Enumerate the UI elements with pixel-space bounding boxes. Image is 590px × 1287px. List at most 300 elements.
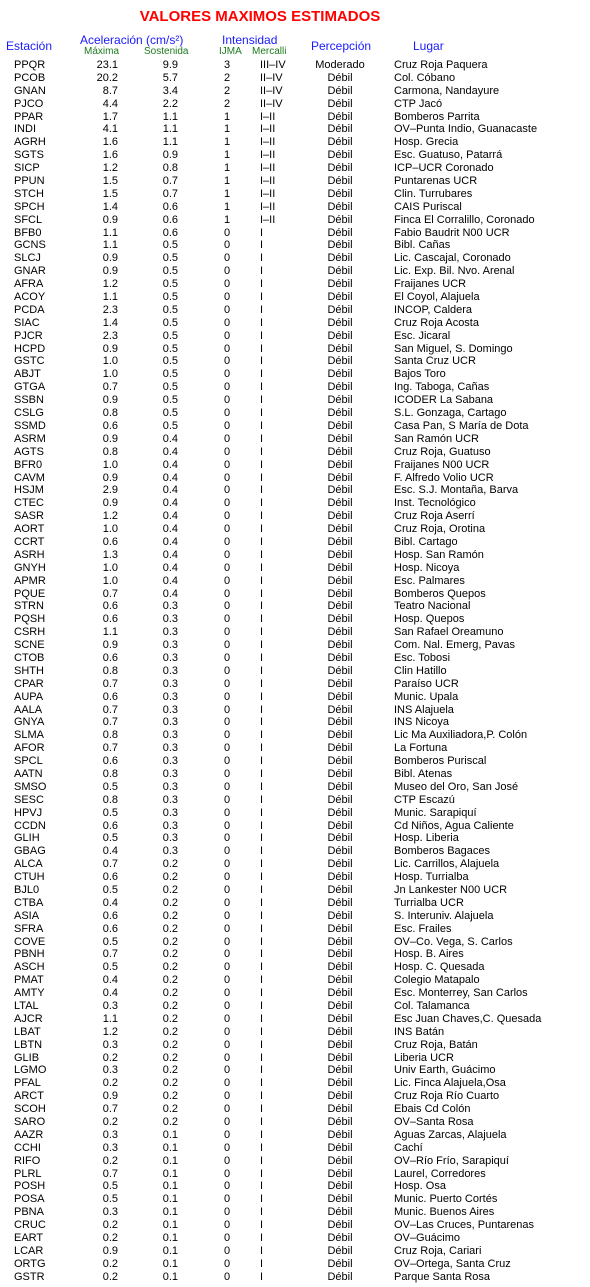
ijma-cell: 1 bbox=[223, 110, 231, 123]
perception-cell: Débil bbox=[327, 445, 353, 458]
station-cell: POSH bbox=[14, 1180, 46, 1193]
place-cell: Museo del Oro, San José bbox=[394, 780, 519, 793]
max-accel-cell: 0.2 bbox=[102, 1051, 118, 1064]
perception-cell: Débil bbox=[327, 1257, 353, 1270]
station-cell: AAZR bbox=[14, 1128, 44, 1141]
table-row bbox=[0, 575, 590, 588]
max-accel-cell: 1.7 bbox=[102, 110, 118, 123]
perception-cell: Débil bbox=[327, 613, 353, 626]
ijma-cell: 0 bbox=[223, 742, 231, 755]
table-row bbox=[0, 355, 590, 368]
max-accel-cell: 0.8 bbox=[102, 793, 118, 806]
perception-cell: Débil bbox=[327, 175, 353, 188]
perception-cell: Débil bbox=[327, 1244, 353, 1257]
sustained-accel-cell: 0.2 bbox=[162, 1064, 178, 1077]
max-accel-cell: 0.6 bbox=[102, 613, 118, 626]
place-cell: Esc. Guatuso, Patarrá bbox=[394, 149, 503, 162]
sustained-accel-cell: 0.4 bbox=[162, 574, 178, 587]
max-accel-cell: 0.2 bbox=[102, 1257, 118, 1270]
sustained-accel-cell: 0.3 bbox=[162, 780, 178, 793]
place-cell: Esc. Frailes bbox=[394, 922, 452, 935]
station-cell: RIFO bbox=[14, 1154, 41, 1167]
place-cell: Hosp. C. Quesada bbox=[394, 961, 485, 974]
mercalli-cell: I bbox=[260, 381, 264, 394]
place-cell: S.L. Gonzaga, Cartago bbox=[394, 407, 507, 420]
ijma-cell: 2 bbox=[223, 71, 231, 84]
mercalli-cell: I bbox=[260, 407, 264, 420]
sustained-accel-cell: 0.3 bbox=[162, 639, 178, 652]
max-accel-cell: 20.2 bbox=[96, 71, 118, 84]
sustained-accel-cell: 0.2 bbox=[162, 1038, 178, 1051]
station-cell: CAVM bbox=[14, 471, 45, 484]
mercalli-cell: I bbox=[260, 755, 264, 768]
table-row bbox=[0, 1193, 590, 1206]
place-cell: F. Alfredo Volio UCR bbox=[394, 471, 494, 484]
max-accel-cell: 1.3 bbox=[102, 548, 118, 561]
max-accel-cell: 0.8 bbox=[102, 407, 118, 420]
max-accel-cell: 0.9 bbox=[102, 639, 118, 652]
table-row bbox=[0, 1039, 590, 1052]
perception-cell: Débil bbox=[327, 149, 353, 162]
perception-cell: Débil bbox=[327, 1141, 353, 1154]
perception-cell: Moderado bbox=[315, 59, 365, 71]
ijma-cell: 0 bbox=[223, 1167, 231, 1180]
mercalli-cell: I bbox=[260, 523, 264, 536]
perception-cell: Débil bbox=[327, 858, 353, 871]
sustained-accel-cell: 0.5 bbox=[162, 342, 178, 355]
perception-cell: Débil bbox=[327, 1000, 353, 1013]
ijma-cell: 0 bbox=[223, 1128, 231, 1141]
sustained-accel-cell: 0.6 bbox=[162, 213, 178, 226]
sustained-accel-cell: 0.3 bbox=[162, 626, 178, 639]
mercalli-cell: I bbox=[260, 677, 264, 690]
station-cell: SESC bbox=[14, 793, 44, 806]
header-sostenida: Sostenida bbox=[144, 46, 189, 57]
station-cell: ABJT bbox=[14, 368, 41, 381]
station-cell: CCHI bbox=[14, 1141, 41, 1154]
sustained-accel-cell: 9.9 bbox=[162, 59, 178, 71]
sustained-accel-cell: 0.2 bbox=[162, 948, 178, 961]
mercalli-cell: I bbox=[260, 1077, 264, 1090]
ijma-cell: 0 bbox=[223, 922, 231, 935]
station-cell: AATN bbox=[14, 767, 43, 780]
place-cell: OV–Santa Rosa bbox=[394, 1116, 474, 1129]
mercalli-cell: I bbox=[260, 342, 264, 355]
station-cell: SICP bbox=[14, 162, 40, 175]
station-cell: AFOR bbox=[14, 742, 45, 755]
sustained-accel-cell: 0.3 bbox=[162, 613, 178, 626]
perception-cell: Débil bbox=[327, 316, 353, 329]
mercalli-cell: I bbox=[260, 303, 264, 316]
mercalli-cell: I bbox=[260, 729, 264, 742]
place-cell: Cruz Roja Aserrí bbox=[394, 510, 475, 523]
ijma-cell: 0 bbox=[223, 677, 231, 690]
station-cell: SLCJ bbox=[14, 252, 41, 265]
max-accel-cell: 0.2 bbox=[102, 1154, 118, 1167]
max-accel-cell: 0.3 bbox=[102, 1000, 118, 1013]
ijma-cell: 0 bbox=[223, 239, 231, 252]
max-accel-cell: 1.1 bbox=[102, 1012, 118, 1025]
place-cell: Esc. Jicaral bbox=[394, 329, 451, 342]
ijma-cell: 0 bbox=[223, 703, 231, 716]
perception-cell: Débil bbox=[327, 187, 353, 200]
table-row bbox=[0, 845, 590, 858]
place-cell: San Ramón UCR bbox=[394, 432, 479, 445]
max-accel-cell: 0.9 bbox=[102, 1090, 118, 1103]
max-accel-cell: 1.2 bbox=[102, 278, 118, 291]
mercalli-cell: I bbox=[260, 1128, 264, 1141]
max-accel-cell: 0.9 bbox=[102, 252, 118, 265]
ijma-cell: 0 bbox=[223, 664, 231, 677]
sustained-accel-cell: 0.1 bbox=[162, 1257, 178, 1270]
perception-cell: Débil bbox=[327, 265, 353, 278]
sustained-accel-cell: 0.3 bbox=[162, 819, 178, 832]
table-row bbox=[0, 1142, 590, 1155]
place-cell: Esc. Palmares bbox=[394, 574, 465, 587]
max-accel-cell: 1.1 bbox=[102, 626, 118, 639]
sustained-accel-cell: 0.2 bbox=[162, 1000, 178, 1013]
perception-cell: Débil bbox=[327, 123, 353, 136]
ijma-cell: 1 bbox=[223, 136, 231, 149]
place-cell: Bomberos Quepos bbox=[394, 587, 486, 600]
place-cell: Ebais Cd Colón bbox=[394, 1103, 471, 1116]
header-mercalli: Mercalli bbox=[252, 46, 287, 57]
ijma-cell: 0 bbox=[223, 909, 231, 922]
table-row bbox=[0, 1077, 590, 1090]
max-accel-cell: 0.7 bbox=[102, 858, 118, 871]
table-row bbox=[0, 446, 590, 459]
max-accel-cell: 0.7 bbox=[102, 703, 118, 716]
perception-cell: Débil bbox=[327, 84, 353, 97]
sustained-accel-cell: 0.2 bbox=[162, 1090, 178, 1103]
ijma-cell: 0 bbox=[223, 1193, 231, 1206]
station-cell: INDI bbox=[14, 123, 36, 136]
max-accel-cell: 1.1 bbox=[102, 291, 118, 304]
max-accel-cell: 0.2 bbox=[102, 1077, 118, 1090]
station-cell: GTGA bbox=[14, 381, 46, 394]
station-cell: PPQR bbox=[14, 59, 46, 71]
ijma-cell: 0 bbox=[223, 432, 231, 445]
station-cell: SCOH bbox=[14, 1103, 46, 1116]
place-cell: Bajos Toro bbox=[394, 368, 446, 381]
sustained-accel-cell: 0.3 bbox=[162, 742, 178, 755]
station-cell: GCNS bbox=[14, 239, 46, 252]
perception-cell: Débil bbox=[327, 755, 353, 768]
table-row bbox=[0, 742, 590, 755]
place-cell: San Rafael Oreamuno bbox=[394, 626, 504, 639]
ijma-cell: 0 bbox=[223, 1025, 231, 1038]
station-cell: BFR0 bbox=[14, 458, 43, 471]
ijma-cell: 1 bbox=[223, 149, 231, 162]
ijma-cell: 0 bbox=[223, 291, 231, 304]
sustained-accel-cell: 0.2 bbox=[162, 1025, 178, 1038]
station-cell: PCDA bbox=[14, 303, 45, 316]
header-lugar: Lugar bbox=[413, 39, 444, 53]
max-accel-cell: 0.7 bbox=[102, 948, 118, 961]
ijma-cell: 0 bbox=[223, 613, 231, 626]
ijma-cell: 0 bbox=[223, 780, 231, 793]
station-cell: SPCL bbox=[14, 755, 43, 768]
table-row bbox=[0, 910, 590, 923]
ijma-cell: 0 bbox=[223, 342, 231, 355]
mercalli-cell: I bbox=[260, 1219, 264, 1232]
mercalli-cell: I bbox=[260, 948, 264, 961]
ijma-cell: 0 bbox=[223, 561, 231, 574]
sustained-accel-cell: 0.2 bbox=[162, 1116, 178, 1129]
place-cell: Cruz Roja Río Cuarto bbox=[394, 1090, 500, 1103]
place-cell: Fraijanes UCR bbox=[394, 278, 467, 291]
mercalli-cell: I bbox=[260, 858, 264, 871]
ijma-cell: 0 bbox=[223, 1064, 231, 1077]
max-accel-cell: 0.8 bbox=[102, 664, 118, 677]
table-row bbox=[0, 1168, 590, 1181]
mercalli-cell: I bbox=[260, 742, 264, 755]
max-accel-cell: 0.3 bbox=[102, 1064, 118, 1077]
table-row bbox=[0, 472, 590, 485]
mercalli-cell: I bbox=[260, 1232, 264, 1245]
station-cell: GSTR bbox=[14, 1270, 45, 1283]
table-row bbox=[0, 252, 590, 265]
table-row bbox=[0, 1064, 590, 1077]
header-aceleracion: Aceleración (cm/s²) bbox=[80, 33, 184, 47]
perception-cell: Débil bbox=[327, 1025, 353, 1038]
mercalli-cell: II–IV bbox=[260, 97, 283, 110]
perception-cell: Débil bbox=[327, 832, 353, 845]
max-accel-cell: 0.2 bbox=[102, 1270, 118, 1283]
ijma-cell: 0 bbox=[223, 639, 231, 652]
ijma-cell: 0 bbox=[223, 871, 231, 884]
place-cell: CTP Escazú bbox=[394, 793, 455, 806]
perception-cell: Débil bbox=[327, 600, 353, 613]
max-accel-cell: 1.2 bbox=[102, 510, 118, 523]
place-cell: Fabio Baudrit N00 UCR bbox=[394, 226, 510, 239]
mercalli-cell: I bbox=[260, 1051, 264, 1064]
place-cell: Bibl. Cartago bbox=[394, 535, 458, 548]
max-accel-cell: 0.9 bbox=[102, 394, 118, 407]
perception-cell: Débil bbox=[327, 1219, 353, 1232]
station-cell: GNYH bbox=[14, 561, 46, 574]
place-cell: ICP–UCR Coronado bbox=[394, 162, 494, 175]
mercalli-cell: I bbox=[260, 239, 264, 252]
mercalli-cell: I bbox=[260, 265, 264, 278]
perception-cell: Débil bbox=[327, 252, 353, 265]
place-cell: Lic. Exp. Bil. Nvo. Arenal bbox=[394, 265, 515, 278]
place-cell: INS Alajuela bbox=[394, 703, 454, 716]
sustained-accel-cell: 0.4 bbox=[162, 458, 178, 471]
mercalli-cell: I–II bbox=[260, 175, 276, 188]
place-cell: Cachí bbox=[394, 1141, 423, 1154]
station-cell: PCOB bbox=[14, 71, 46, 84]
sustained-accel-cell: 0.1 bbox=[162, 1232, 178, 1245]
station-cell: PBNH bbox=[14, 948, 45, 961]
ijma-cell: 0 bbox=[223, 226, 231, 239]
perception-cell: Débil bbox=[327, 1232, 353, 1245]
sustained-accel-cell: 0.4 bbox=[162, 432, 178, 445]
mercalli-cell: I bbox=[260, 703, 264, 716]
perception-cell: Débil bbox=[327, 677, 353, 690]
max-accel-cell: 1.2 bbox=[102, 1025, 118, 1038]
max-accel-cell: 0.2 bbox=[102, 1219, 118, 1232]
table-row bbox=[0, 85, 590, 98]
place-cell: S. Interuniv. Alajuela bbox=[394, 909, 494, 922]
station-cell: BFB0 bbox=[14, 226, 42, 239]
table-row bbox=[0, 459, 590, 472]
ijma-cell: 0 bbox=[223, 961, 231, 974]
ijma-cell: 0 bbox=[223, 884, 231, 896]
ijma-cell: 1 bbox=[223, 162, 231, 175]
ijma-cell: 0 bbox=[223, 729, 231, 742]
place-cell: Bomberos Puriscal bbox=[394, 755, 487, 768]
max-accel-cell: 0.5 bbox=[102, 780, 118, 793]
ijma-cell: 0 bbox=[223, 587, 231, 600]
max-accel-cell: 1.0 bbox=[102, 458, 118, 471]
sustained-accel-cell: 0.3 bbox=[162, 716, 178, 729]
ijma-cell: 0 bbox=[223, 690, 231, 703]
table-row bbox=[0, 72, 590, 85]
ijma-cell: 0 bbox=[223, 806, 231, 819]
sustained-accel-cell: 0.4 bbox=[162, 445, 178, 458]
place-cell: Bibl. Atenas bbox=[394, 767, 453, 780]
ijma-cell: 0 bbox=[223, 600, 231, 613]
sustained-accel-cell: 0.2 bbox=[162, 935, 178, 948]
perception-cell: Débil bbox=[327, 871, 353, 884]
max-accel-cell: 0.4 bbox=[102, 974, 118, 987]
ijma-cell: 0 bbox=[223, 355, 231, 368]
station-cell: AGTS bbox=[14, 445, 44, 458]
perception-cell: Débil bbox=[327, 1167, 353, 1180]
max-accel-cell: 2.3 bbox=[102, 303, 118, 316]
place-cell: Puntarenas UCR bbox=[394, 175, 478, 188]
place-cell: Cruz Roja Acosta bbox=[394, 316, 479, 329]
perception-cell: Débil bbox=[327, 523, 353, 536]
sustained-accel-cell: 1.1 bbox=[162, 110, 178, 123]
sustained-accel-cell: 0.4 bbox=[162, 561, 178, 574]
station-cell: LGMO bbox=[14, 1064, 47, 1077]
place-cell: Jn Lankester N00 UCR bbox=[394, 884, 508, 896]
perception-cell: Débil bbox=[327, 729, 353, 742]
perception-cell: Débil bbox=[327, 1103, 353, 1116]
sustained-accel-cell: 0.3 bbox=[162, 690, 178, 703]
mercalli-cell: I bbox=[260, 1244, 264, 1257]
ijma-cell: 0 bbox=[223, 845, 231, 858]
station-cell: PQSH bbox=[14, 613, 46, 626]
sustained-accel-cell: 0.5 bbox=[162, 303, 178, 316]
station-cell: SSBN bbox=[14, 394, 44, 407]
max-accel-cell: 0.9 bbox=[102, 213, 118, 226]
table-row bbox=[0, 871, 590, 884]
station-cell: STCH bbox=[14, 187, 44, 200]
ijma-cell: 0 bbox=[223, 948, 231, 961]
station-cell: APMR bbox=[14, 574, 46, 587]
perception-cell: Débil bbox=[327, 419, 353, 432]
place-cell: Clin. Turrubares bbox=[394, 187, 473, 200]
max-accel-cell: 0.5 bbox=[102, 935, 118, 948]
max-accel-cell: 0.3 bbox=[102, 1038, 118, 1051]
table-row bbox=[0, 781, 590, 794]
ijma-cell: 0 bbox=[223, 896, 231, 909]
sustained-accel-cell: 0.8 bbox=[162, 162, 178, 175]
station-cell: HCPD bbox=[14, 342, 46, 355]
max-accel-cell: 1.0 bbox=[102, 561, 118, 574]
table-row bbox=[0, 1026, 590, 1039]
max-accel-cell: 0.2 bbox=[102, 1116, 118, 1129]
ijma-cell: 0 bbox=[223, 368, 231, 381]
ijma-cell: 1 bbox=[223, 175, 231, 188]
mercalli-cell: I bbox=[260, 1257, 264, 1270]
ijma-cell: 0 bbox=[223, 1180, 231, 1193]
place-cell: Paraíso UCR bbox=[394, 677, 459, 690]
place-cell: ICODER La Sabana bbox=[394, 394, 494, 407]
place-cell: Cruz Roja, Orotina bbox=[394, 523, 486, 536]
station-cell: AORT bbox=[14, 523, 45, 536]
place-cell: Aguas Zarcas, Alajuela bbox=[394, 1128, 507, 1141]
max-accel-cell: 0.6 bbox=[102, 871, 118, 884]
table-row bbox=[0, 820, 590, 833]
perception-cell: Débil bbox=[327, 510, 353, 523]
table-row bbox=[0, 794, 590, 807]
perception-cell: Débil bbox=[327, 342, 353, 355]
place-cell: Hosp. Grecia bbox=[394, 136, 459, 149]
perception-cell: Débil bbox=[327, 368, 353, 381]
mercalli-cell: I bbox=[260, 329, 264, 342]
station-cell: AMTY bbox=[14, 987, 45, 1000]
ijma-cell: 0 bbox=[223, 458, 231, 471]
place-cell: Finca El Corralillo, Coronado bbox=[394, 213, 535, 226]
mercalli-cell: I bbox=[260, 1180, 264, 1193]
ijma-cell: 0 bbox=[223, 1257, 231, 1270]
mercalli-cell: I bbox=[260, 484, 264, 497]
sustained-accel-cell: 0.4 bbox=[162, 548, 178, 561]
mercalli-cell: I–II bbox=[260, 200, 276, 213]
ijma-cell: 0 bbox=[223, 381, 231, 394]
perception-cell: Débil bbox=[327, 935, 353, 948]
mercalli-cell: I bbox=[260, 394, 264, 407]
station-cell: CCRT bbox=[14, 535, 45, 548]
ijma-cell: 0 bbox=[223, 471, 231, 484]
table-row bbox=[0, 523, 590, 536]
sustained-accel-cell: 0.7 bbox=[162, 187, 178, 200]
table-row bbox=[0, 175, 590, 188]
station-cell: GNAN bbox=[14, 84, 46, 97]
table-row bbox=[0, 768, 590, 781]
max-accel-cell: 0.6 bbox=[102, 909, 118, 922]
ijma-cell: 0 bbox=[223, 265, 231, 278]
mercalli-cell: I bbox=[260, 987, 264, 1000]
mercalli-cell: I bbox=[260, 664, 264, 677]
max-accel-cell: 0.4 bbox=[102, 987, 118, 1000]
station-cell: AALA bbox=[14, 703, 43, 716]
data-table bbox=[0, 59, 590, 1284]
perception-cell: Débil bbox=[327, 471, 353, 484]
perception-cell: Débil bbox=[327, 535, 353, 548]
mercalli-cell: I bbox=[260, 613, 264, 626]
place-cell: Munic. Sarapiquí bbox=[394, 806, 477, 819]
station-cell: SARO bbox=[14, 1116, 46, 1129]
table-row bbox=[0, 149, 590, 162]
mercalli-cell: I bbox=[260, 871, 264, 884]
perception-cell: Débil bbox=[327, 690, 353, 703]
place-cell: OV–Las Cruces, Puntarenas bbox=[394, 1219, 535, 1232]
max-accel-cell: 0.7 bbox=[102, 716, 118, 729]
station-cell: GLIB bbox=[14, 1051, 40, 1064]
table-row bbox=[0, 111, 590, 124]
sustained-accel-cell: 0.2 bbox=[162, 922, 178, 935]
sustained-accel-cell: 0.2 bbox=[162, 1077, 178, 1090]
perception-cell: Débil bbox=[327, 909, 353, 922]
mercalli-cell: I bbox=[260, 884, 264, 896]
sustained-accel-cell: 0.3 bbox=[162, 806, 178, 819]
perception-cell: Débil bbox=[327, 303, 353, 316]
